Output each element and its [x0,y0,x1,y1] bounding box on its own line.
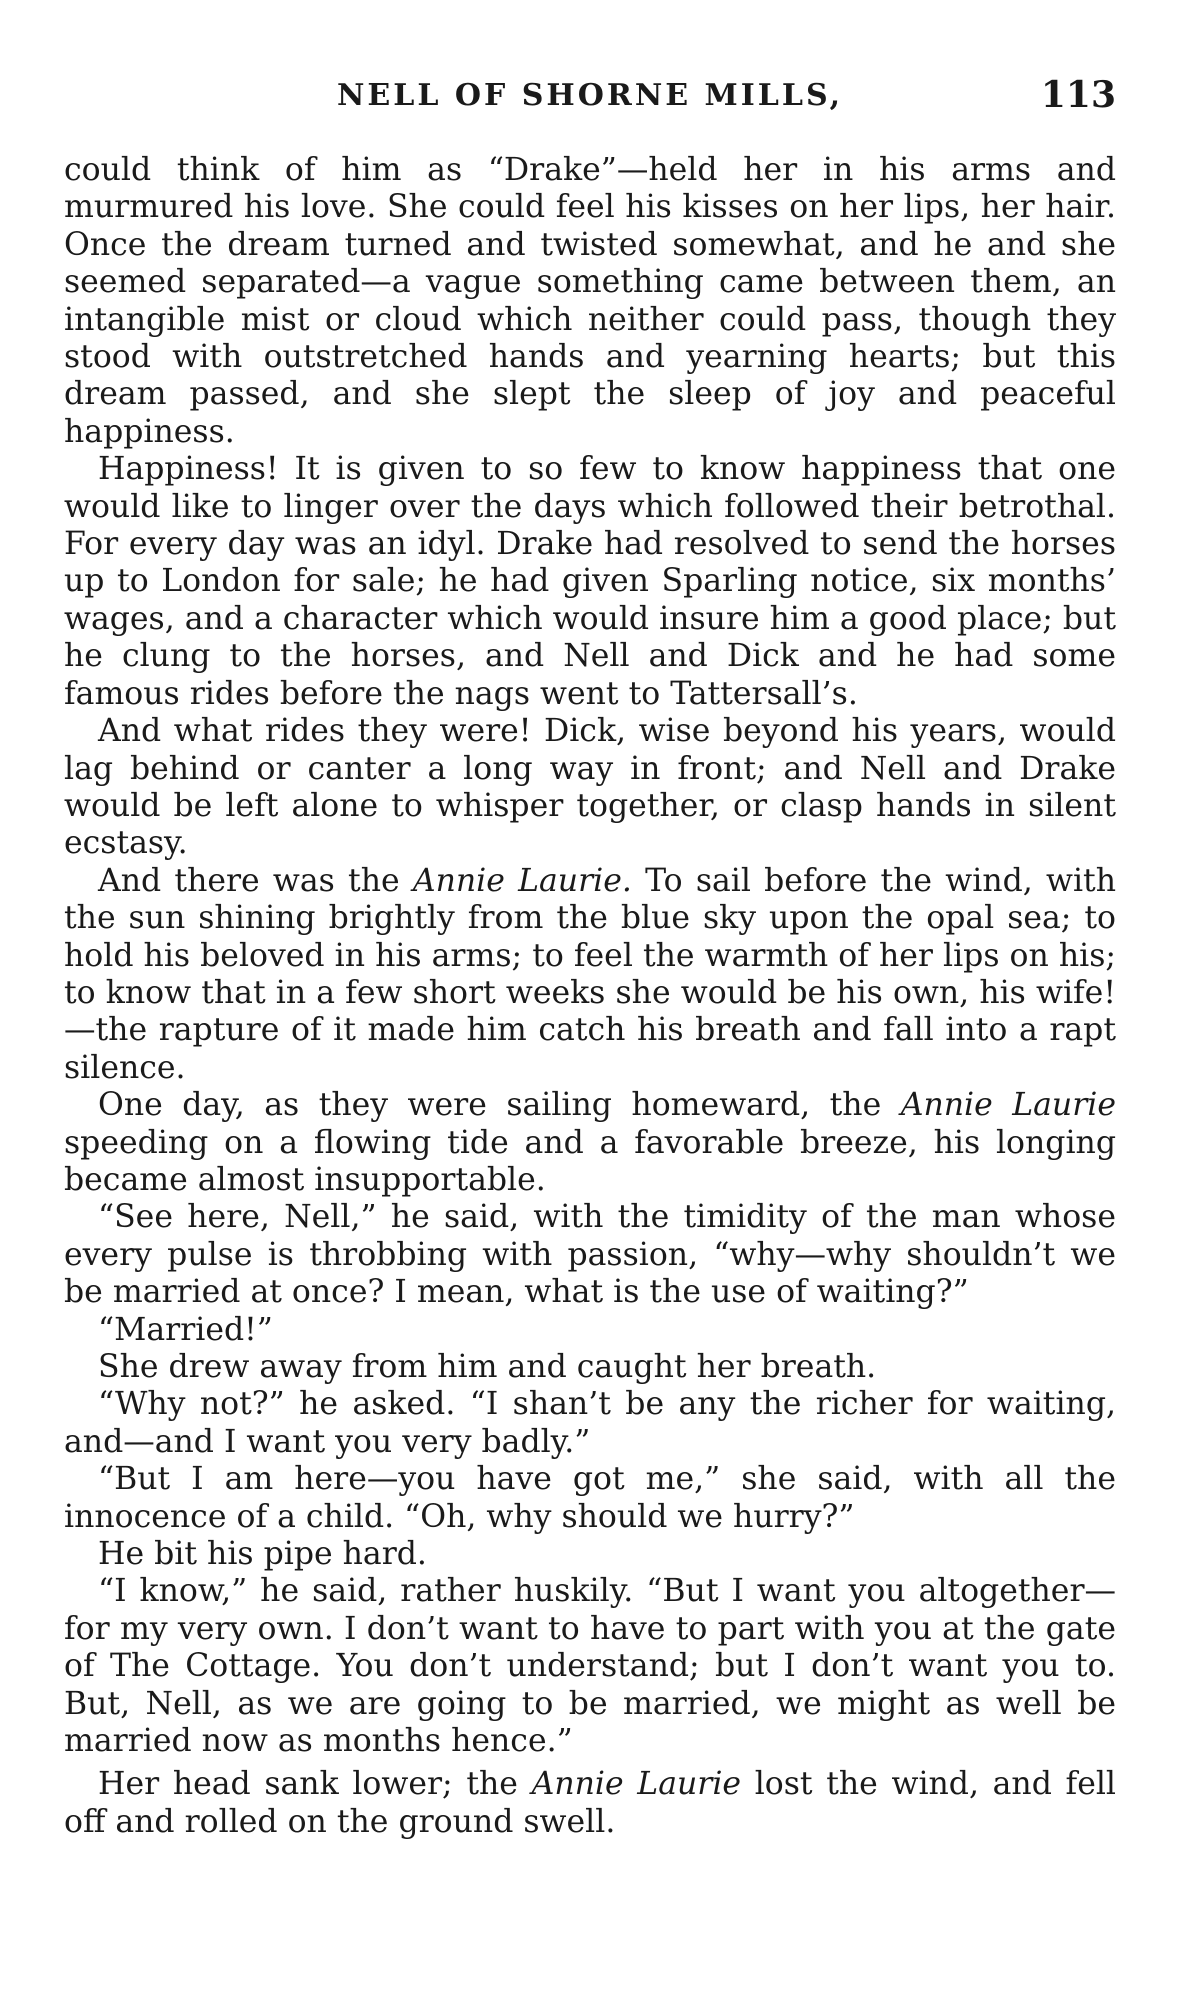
paragraph-8: She drew away from him and caught her breath. [98,1349,877,1385]
paragraph-2: Happiness! It is given to so few to know happiness that one would like to linger over the days which followed their betrothal. For every day was an idyl. Drake had resolved to send the horses up to London for sale; he had given Sparling notice, six months’ wages, and a character which would insure him a good place; but he clung to the horses, and Nell and Dick and he had some famous rides before the nags went to Tattersall’s. [64,451,1116,712]
paragraph-9: “Why not?” he asked. “I shan’t be any the richer for waiting, and—and I want you very badly.” [64,1386,1116,1460]
boat-name-italic: Annie Laurie [531,1766,742,1803]
paragraph-5 [64,1087,1116,1199]
paragraph-4-text-a: And there was the [98,862,413,899]
paragraph-5-text-a: One day, as they were sailing homeward, the [98,1087,901,1124]
paragraph-3: And what rides they were! Dick, wise beyond his years, would lag behind or canter a long way in front; and Nell and Drake would be left alone to whisper together, or clasp hands in silent ecstasy. [64,713,1116,862]
paragraph-13-text-a: Her head sank lower; the [98,1766,532,1803]
paragraph-6: “See here, Nell,” he said, with the timidity of the man whose every pulse is throbbing with passion, “why—why shouldn’t we be married at once? I mean, what is the use of waiting?” [64,1199,1116,1311]
paragraph-11: He bit his pipe hard. [98,1536,427,1573]
paragraph-5-text-b: speeding on a flowing tide and a favorable breeze, his longing became almost insupportable. [64,1124,1116,1198]
paragraph-10: “But I am here—you have got me,” she said, with all the innocence of a child. “Oh, why should we hurry?” [64,1461,1116,1535]
body-text [64,152,1116,1841]
boat-name-italic: Annie Laurie. [412,862,632,899]
book-page [64,74,1116,1841]
page-number: 113 [1040,74,1116,116]
paragraph-4-text-b: To sail before the wind, with the sun shining brightly from the blue sky upon the opal sea; to hold his beloved in his arms; to feel the warmth of her lips on his; to know that in a few short weeks she would be his own, his wife!—the rapture of it made him catch his breath and fall into a rapt silence. [64,862,1116,1086]
paragraph-7: “Married!” [98,1311,273,1348]
paragraph-13-text-b: lost the wind, and fell off and rolled on the ground swell. [64,1766,1116,1840]
paragraph-4 [64,863,1116,1087]
paragraph-13 [64,1766,1116,1841]
paragraph-12: “I know,” he said, rather huskily. “But I want you altogether—for my very own. I don’t want to have to part with you at the gate of The Cottage. You don’t understand; but I don’t want you to. But, Nell, as we are going to be married, we might as well be married now as months hence.” [64,1573,1116,1760]
boat-name-italic: Annie Laurie [900,1087,1116,1124]
running-title: NELL OF SHORNE MILLS, [336,78,844,113]
running-head [64,74,1116,118]
paragraph-1: could think of him as “Drake”—held her in his arms and murmured his love. She could feel his kisses on her lips, her hair. Once the dream turned and twisted somewhat, and he and she seemed separated—a vague something came between them, an intangible mist or cloud which neither could pass, though they stood with outstretched hands and yearning hearts; but this dream passed, and she slept the sleep of joy and peaceful happiness. [64,152,1116,450]
